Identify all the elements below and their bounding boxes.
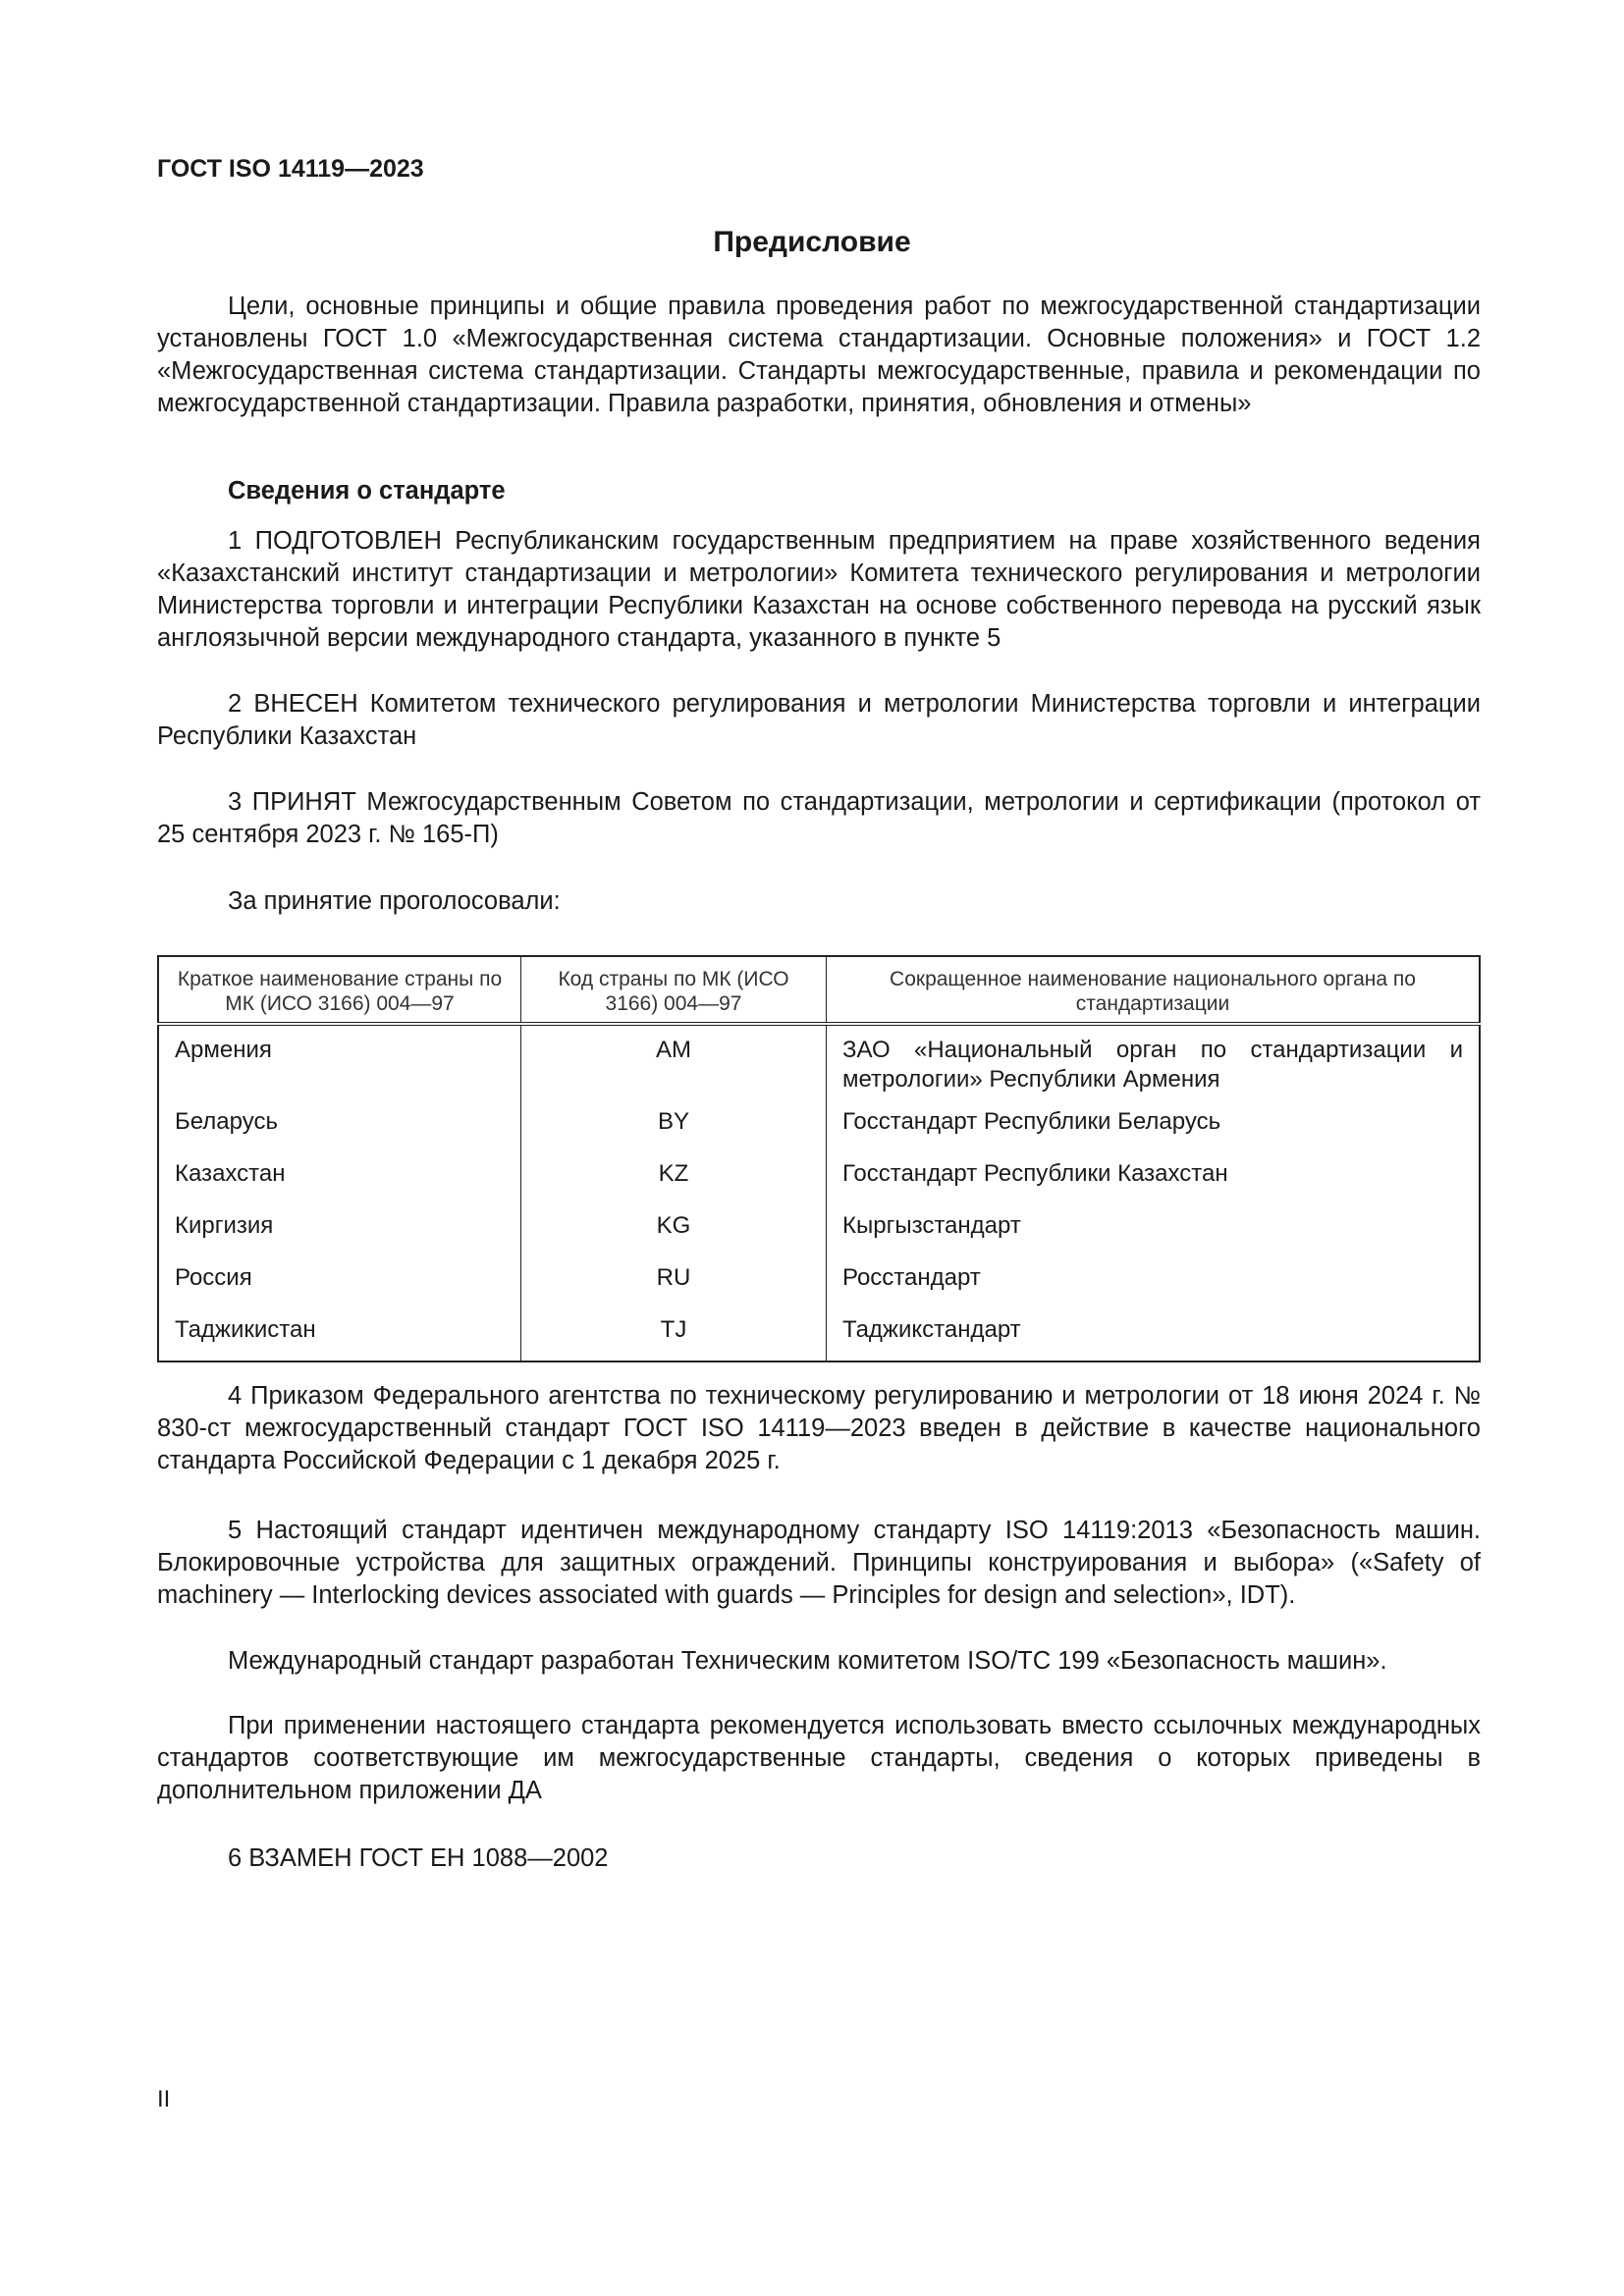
table-row	[158, 1260, 1480, 1312]
item-2-submitted: 2 ВНЕСЕН Комитетом технического регулирования и метрологии Министерства торговли и интеграции Республики Казахстан	[157, 690, 1481, 750]
country-cell: Армения	[158, 1024, 521, 1104]
table-row	[158, 1024, 1480, 1104]
item-5-note: При применении настоящего стандарта рекомендуется использовать вместо ссылочных международных стандартов соответствующие им межгосударственные стандарты, сведения о которых приведены в дополнительном приложении ДА	[157, 1712, 1481, 1804]
table-row	[158, 1208, 1480, 1260]
voted-label: За принятие проголосовали:	[228, 887, 561, 915]
table-row	[158, 1104, 1480, 1156]
table-row	[158, 1156, 1480, 1208]
item-5-identical: 5 Настоящий стандарт идентичен международному стандарту ISO 14119:2013 «Безопасность машин. Блокировочные устройства для защитных ограждений. Принципы конструирования и выбора» («Safety of machinery — Interlocking devices associated with guards — Principles for design and selection», IDT).	[157, 1517, 1481, 1609]
document-designation: ГОСТ ISO 14119—2023	[157, 155, 424, 183]
national-body-cell: Кыргызстандарт	[842, 1212, 1021, 1239]
page-number: II	[157, 2086, 171, 2112]
item-5-committee: Международный стандарт разработан Техническим комитетом ISO/TC 199 «Безопасность машин».	[228, 1647, 1387, 1675]
section-heading: Сведения о стандарте	[228, 477, 506, 505]
code-cell: BY	[521, 1104, 827, 1156]
page-title: Предисловие	[713, 226, 911, 258]
item-1-prepared: 1 ПОДГОТОВЛЕН Республиканским государственным предприятием на праве хозяйственного ведения «Казахстанский институт стандартизации и метрологии» Комитета технического регулирования и метрологии Министерства торговли и интеграции Республики Казахстан на основе собственного перевода на русский язык англоязычной версии международного стандарта, указанного в пункте 5	[157, 527, 1481, 652]
table-header-row	[158, 956, 1480, 1024]
national-body-cell: Таджикстандарт	[842, 1316, 1021, 1343]
national-body-cell: Росстандарт	[842, 1264, 981, 1291]
code-cell: KG	[521, 1208, 827, 1260]
column-header-body: Сокращенное наименование национального органа по стандартизации	[827, 956, 1481, 1024]
country-cell: Таджикистан	[158, 1312, 521, 1362]
code-cell: RU	[521, 1260, 827, 1312]
national-body-cell: ЗАО «Национальный орган по стандартизации и метрологии» Республики Армения	[842, 1037, 1463, 1093]
country-cell: Беларусь	[158, 1104, 521, 1156]
voting-table	[157, 955, 1481, 1362]
column-header-country: Краткое наименование страны по МК (ИСО 3166) 004—97	[158, 956, 521, 1024]
country-cell: Россия	[158, 1260, 521, 1312]
column-header-code: Код страны по МК (ИСО 3166) 004—97	[521, 956, 827, 1024]
code-cell: TJ	[521, 1312, 827, 1362]
item-3-adopted: 3 ПРИНЯТ Межгосударственным Советом по стандартизации, метрологии и сертификации (протокол от 25 сентября 2023 г. № 165-П)	[157, 788, 1481, 848]
national-body-cell: Госстандарт Республики Беларусь	[842, 1108, 1221, 1135]
intro-paragraph: Цели, основные принципы и общие правила проведения работ по межгосударственной стандартизации установлены ГОСТ 1.0 «Межгосударственная система стандартизации. Основные положения» и ГОСТ 1.2 «Межгосударственная система стандартизации. Стандарты межгосударственные, правила и рекомендации по межгосударственной стандартизации. Правила разработки, принятия, обновления и отмены»	[157, 293, 1481, 417]
country-cell: Казахстан	[158, 1156, 521, 1208]
country-cell: Киргизия	[158, 1208, 521, 1260]
table-row	[158, 1312, 1480, 1362]
national-body-cell: Госстандарт Республики Казахстан	[842, 1160, 1228, 1187]
item-4-order: 4 Приказом Федерального агентства по техническому регулированию и метрологии от 18 июня 2024 г. № 830-ст межгосударственный стандарт ГОСТ ISO 14119—2023 введен в действие в качестве национального стандарта Российской Федерации с 1 декабря 2025 г.	[157, 1382, 1481, 1474]
code-cell: KZ	[521, 1156, 827, 1208]
code-cell: AM	[521, 1024, 827, 1104]
item-6-replaces: 6 ВЗАМЕН ГОСТ ЕН 1088—2002	[228, 1844, 609, 1872]
